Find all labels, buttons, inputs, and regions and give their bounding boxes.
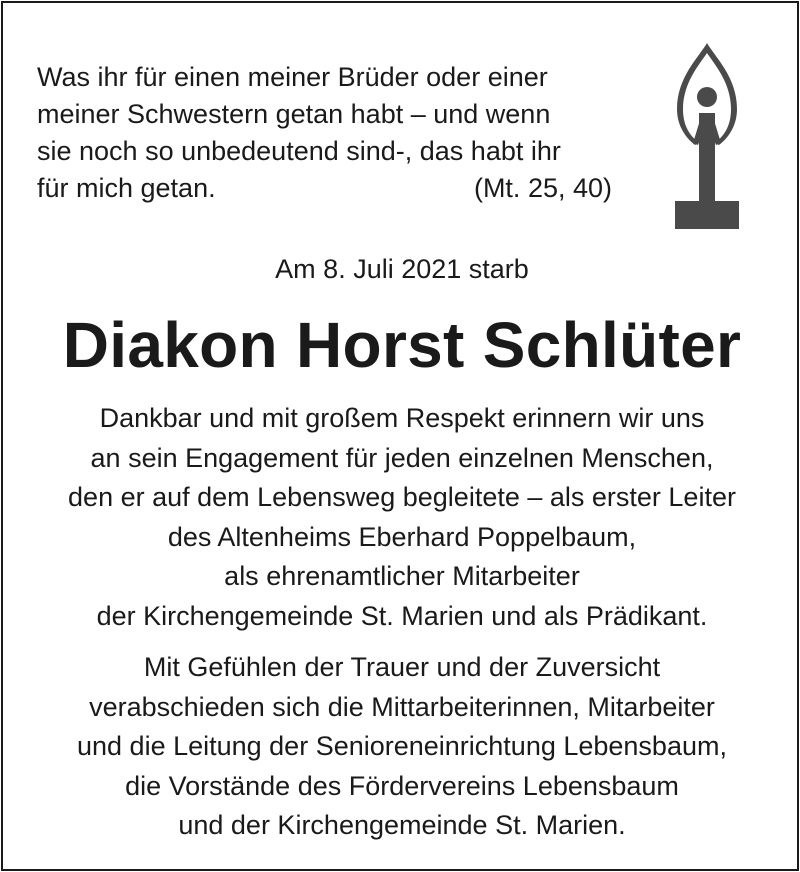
figure-in-flame-icon: [671, 39, 743, 233]
verse-line: für mich getan.: [37, 173, 216, 203]
farewell-line: verabschieden sich die Mittarbeiterinnen, Mitarbeiter: [89, 691, 715, 722]
verse-line: meiner Schwestern getan habt – und wenn: [37, 99, 551, 129]
tribute-paragraph: [3, 399, 800, 636]
verse-line: Was ihr für einen meiner Brüder oder einer: [37, 62, 548, 92]
farewell-line: die Vorstände des Fördervereins Lebensbaum: [125, 770, 679, 801]
notice-frame: [1, 1, 799, 871]
tribute-line: den er auf dem Lebensweg begleitete – als erster Leiter: [68, 482, 736, 512]
bible-verse: [37, 59, 612, 207]
deceased-name: Diakon Horst Schlüter: [62, 309, 742, 381]
tribute-line: als ehrenamtlicher Mitarbeiter: [224, 561, 580, 591]
death-date-line: Am 8. Juli 2021 starb: [275, 254, 529, 284]
tribute-line: des Altenheims Eberhard Poppelbaum,: [167, 521, 637, 552]
tribute-line: Dankbar und mit großem Respekt erinnern wir uns: [99, 403, 705, 433]
tribute-line: der Kirchengemeinde St. Marien und als Prädikant.: [96, 600, 708, 631]
tribute-line: an sein Engagement für jeden einzelnen Menschen,: [90, 442, 714, 473]
verse-line: sie noch so unbedeutend sind-, das habt ihr: [37, 136, 561, 166]
farewell-line: Mit Gefühlen der Trauer und der Zuversicht: [143, 652, 661, 682]
verse-reference: (Mt. 25, 40): [473, 173, 612, 203]
farewell-line: und die Leitung der Senioreneinrichtung Lebensbaum,: [77, 731, 727, 761]
farewell-line: und der Kirchengemeinde St. Marien.: [178, 810, 626, 840]
farewell-paragraph: [3, 648, 800, 846]
verse-last-line: [37, 170, 612, 207]
